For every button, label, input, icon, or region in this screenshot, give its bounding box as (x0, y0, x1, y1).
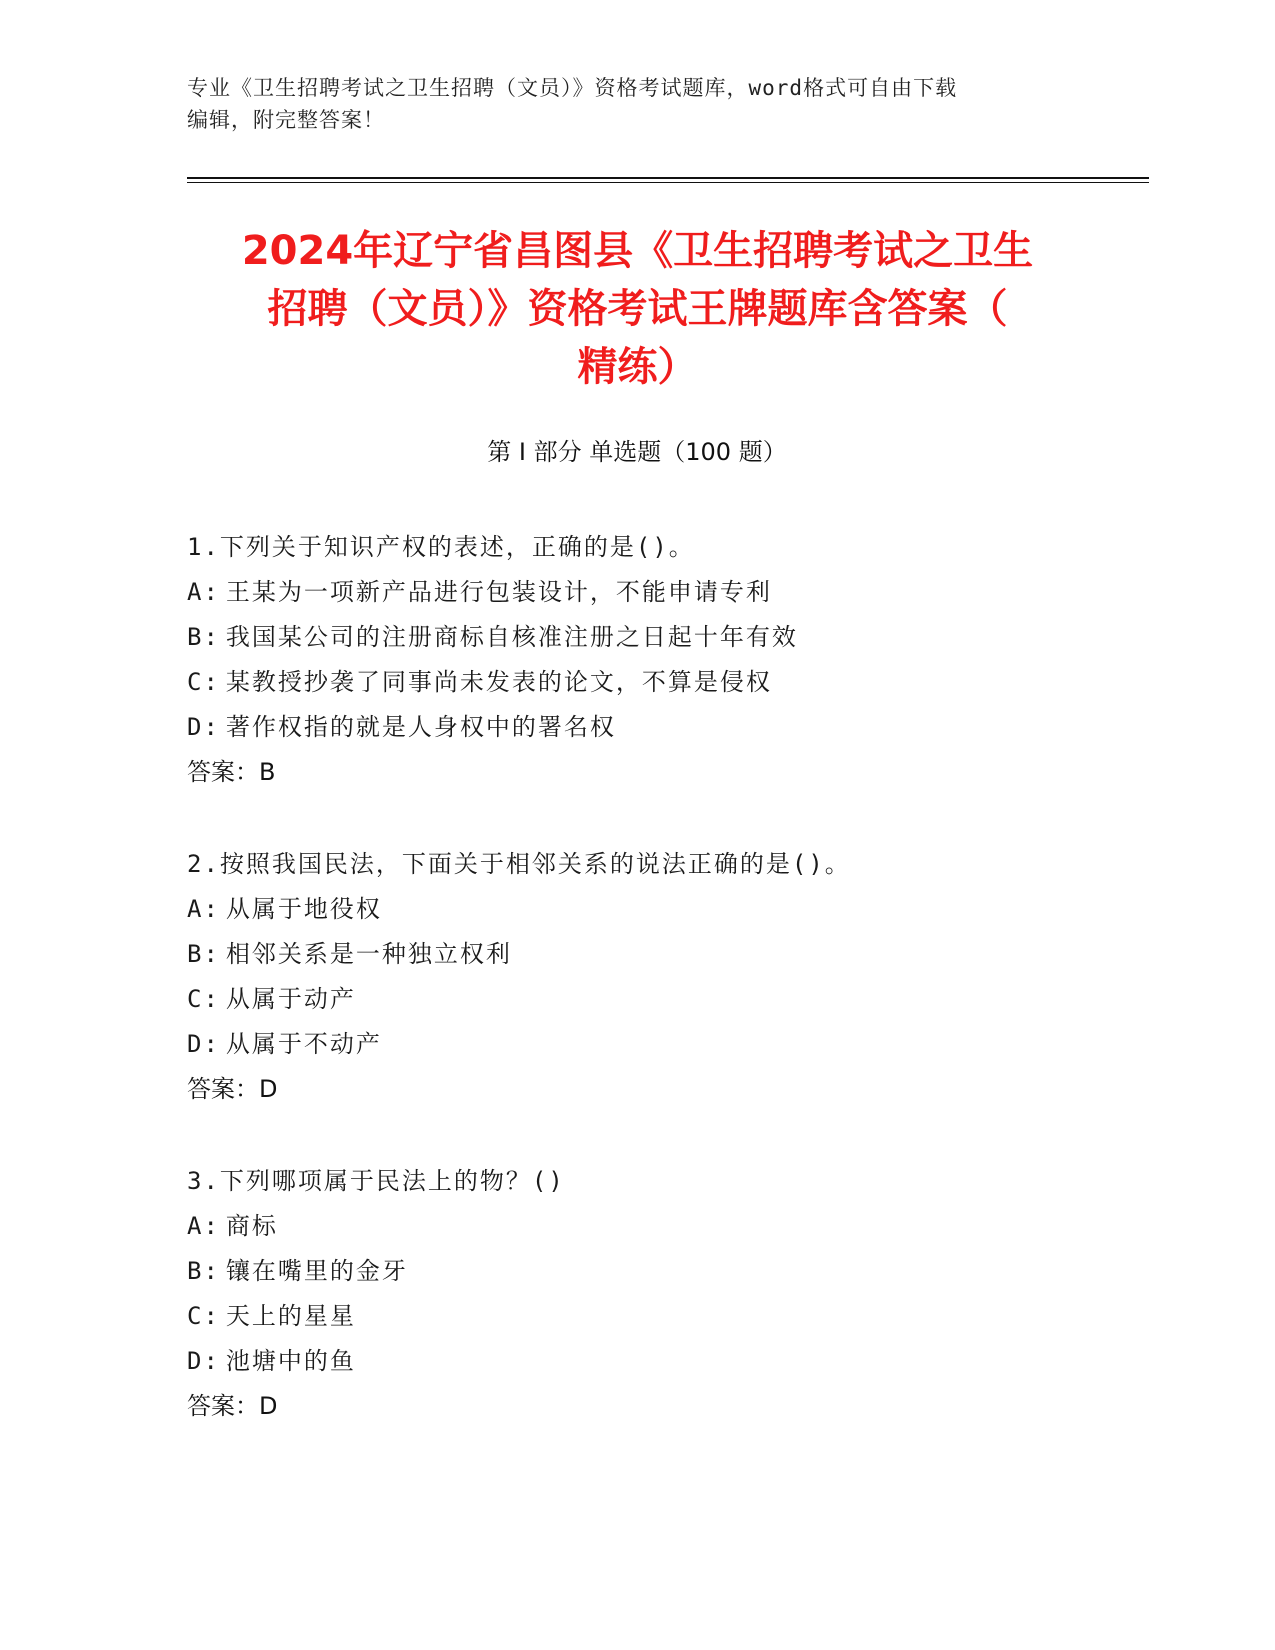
option-letter: C: (187, 668, 220, 696)
option-c (187, 660, 1107, 705)
question-stem: 1.下列关于知识产权的表述，正确的是()。 (187, 533, 695, 561)
option-text: 池塘中的鱼 (225, 1347, 356, 1375)
answer-line: 答案：B (187, 758, 276, 786)
header-note (187, 72, 1087, 136)
option-text: 天上的星星 (225, 1302, 356, 1330)
title-line-3: 精练） (577, 344, 698, 390)
answer-line: 答案：D (187, 1075, 278, 1103)
option-a (187, 1204, 1107, 1249)
header-divider-thick (187, 177, 1149, 179)
option-text: 从属于地役权 (225, 895, 382, 923)
option-b (187, 615, 1107, 660)
question-item (187, 525, 1107, 795)
option-text: 相邻关系是一种独立权利 (225, 940, 512, 968)
option-letter: B: (187, 940, 220, 968)
option-letter: A: (187, 1212, 220, 1240)
header-note-line-2: 编辑，附完整答案！ (187, 108, 385, 132)
option-d (187, 1022, 1107, 1067)
option-a (187, 570, 1107, 615)
option-letter: D: (187, 1030, 220, 1058)
option-letter: D: (187, 1347, 220, 1375)
option-letter: D: (187, 713, 220, 741)
option-a (187, 887, 1107, 932)
option-c (187, 1294, 1107, 1339)
title-line-2: 招聘（文员）》资格考试王牌题库含答案（ (267, 286, 1008, 332)
section-heading: 第 I 部分 单选题（100 题） (487, 438, 787, 466)
answer-line: 答案：D (187, 1392, 278, 1420)
option-text: 从属于不动产 (225, 1030, 382, 1058)
question-stem: 2.按照我国民法，下面关于相邻关系的说法正确的是()。 (187, 850, 851, 878)
option-letter: B: (187, 1257, 220, 1285)
option-b (187, 1249, 1107, 1294)
option-letter: A: (187, 895, 220, 923)
option-d (187, 705, 1107, 750)
option-c (187, 977, 1107, 1022)
option-text: 镶在嘴里的金牙 (225, 1257, 408, 1285)
question-stem: 3.下列哪项属于民法上的物？() (187, 1167, 565, 1195)
option-text: 我国某公司的注册商标自核准注册之日起十年有效 (225, 623, 798, 651)
option-text: 某教授抄袭了同事尚未发表的论文，不算是侵权 (225, 668, 772, 696)
option-text: 著作权指的就是人身权中的署名权 (225, 713, 616, 741)
header-note-line-1: 专业《卫生招聘考试之卫生招聘（文员）》资格考试题库，word格式可自由下载 (187, 76, 958, 100)
option-d (187, 1339, 1107, 1384)
title-line-1: 2024年辽宁省昌图县《卫生招聘考试之卫生 (241, 228, 1034, 274)
option-letter: C: (187, 985, 220, 1013)
header-divider-thin (187, 182, 1149, 183)
option-letter: B: (187, 623, 220, 651)
question-item (187, 842, 1107, 1112)
option-letter: A: (187, 578, 220, 606)
document-title (150, 222, 1125, 396)
question-list (187, 525, 1107, 1476)
option-letter: C: (187, 1302, 220, 1330)
option-text: 从属于动产 (225, 985, 356, 1013)
option-text: 商标 (225, 1212, 278, 1240)
option-text: 王某为一项新产品进行包装设计，不能申请专利 (225, 578, 772, 606)
question-item (187, 1159, 1107, 1429)
option-b (187, 932, 1107, 977)
